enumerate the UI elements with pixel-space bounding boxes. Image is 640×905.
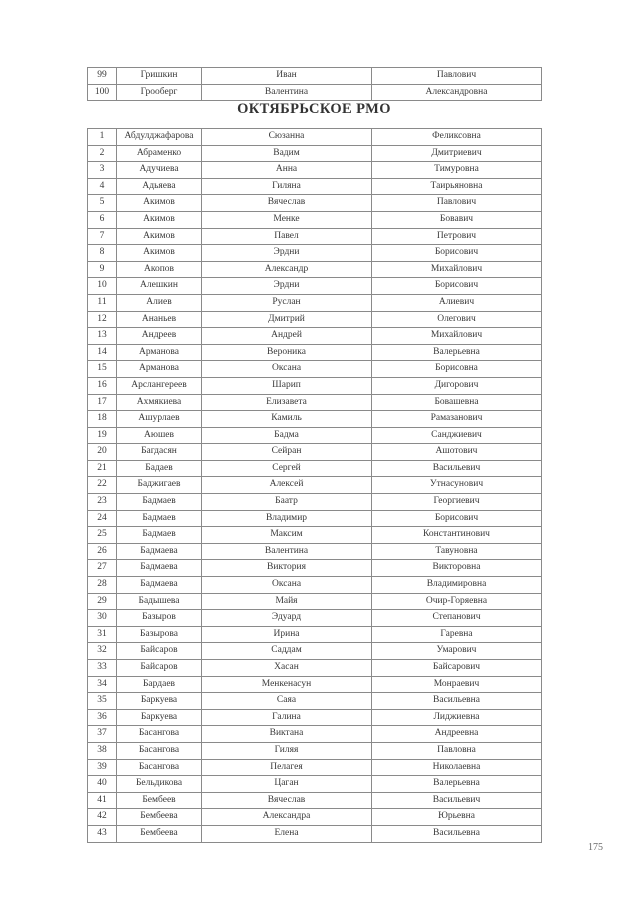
row-number-cell: 5 [88, 195, 117, 212]
patronymic-cell: Санджиевич [372, 427, 542, 444]
row-number-cell: 24 [88, 510, 117, 527]
table-row [88, 676, 542, 693]
patronymic-cell: Алиевич [372, 294, 542, 311]
row-number-cell: 40 [88, 776, 117, 793]
patronymic-cell: Валерьевна [372, 776, 542, 793]
patronymic-cell: Георгиевич [372, 494, 542, 511]
row-number-cell: 14 [88, 344, 117, 361]
section-title: ОКТЯБРЬСКОЕ РМО [237, 101, 391, 117]
first-name-cell: Валентина [202, 84, 372, 101]
last-name-cell: Андреев [117, 328, 202, 345]
patronymic-cell: Николаевна [372, 759, 542, 776]
table-row [88, 344, 542, 361]
table-row [88, 294, 542, 311]
patronymic-cell: Таирьяновна [372, 178, 542, 195]
row-number-cell: 26 [88, 543, 117, 560]
table-row [88, 660, 542, 677]
table-row [88, 328, 542, 345]
table-row [88, 742, 542, 759]
last-name-cell: Гришкин [117, 68, 202, 85]
patronymic-cell: Рамазанович [372, 411, 542, 428]
row-number-cell: 6 [88, 211, 117, 228]
table-row [88, 178, 542, 195]
first-name-cell: Виктана [202, 726, 372, 743]
last-name-cell: Бадаев [117, 460, 202, 477]
row-number-cell: 32 [88, 643, 117, 660]
table-row [88, 543, 542, 560]
first-name-cell: Менкенасун [202, 676, 372, 693]
last-name-cell: Бадышева [117, 593, 202, 610]
patronymic-cell: Феликсовна [372, 129, 542, 146]
table-row [88, 444, 542, 461]
table-row [88, 145, 542, 162]
first-name-cell: Сергей [202, 460, 372, 477]
first-name-cell: Ирина [202, 626, 372, 643]
table-row [88, 610, 542, 627]
patronymic-cell: Бовашевна [372, 394, 542, 411]
first-name-cell: Елизавета [202, 394, 372, 411]
table-row [88, 494, 542, 511]
patronymic-cell: Михайлович [372, 261, 542, 278]
patronymic-cell: Тимуровна [372, 162, 542, 179]
last-name-cell: Бардаев [117, 676, 202, 693]
first-name-cell: Андрей [202, 328, 372, 345]
patronymic-cell: Утнасунович [372, 477, 542, 494]
previous-section-rows [88, 68, 542, 101]
patronymic-cell: Петрович [372, 228, 542, 245]
row-number-cell: 100 [88, 84, 117, 101]
row-number-cell: 11 [88, 294, 117, 311]
last-name-cell: Арманова [117, 344, 202, 361]
row-number-cell: 13 [88, 328, 117, 345]
row-number-cell: 7 [88, 228, 117, 245]
last-name-cell: Ананьев [117, 311, 202, 328]
row-number-cell: 41 [88, 792, 117, 809]
table-row [88, 759, 542, 776]
last-name-cell: Байсаров [117, 660, 202, 677]
row-number-cell: 42 [88, 809, 117, 826]
row-number-cell: 2 [88, 145, 117, 162]
last-name-cell: Акимов [117, 195, 202, 212]
patronymic-cell: Дигорович [372, 377, 542, 394]
row-number-cell: 17 [88, 394, 117, 411]
last-name-cell: Басангова [117, 759, 202, 776]
patronymic-cell: Андреевна [372, 726, 542, 743]
first-name-cell: Вадим [202, 145, 372, 162]
first-name-cell: Гиляна [202, 178, 372, 195]
table-row [88, 809, 542, 826]
first-name-cell: Цаган [202, 776, 372, 793]
last-name-cell: Бадмаева [117, 543, 202, 560]
row-number-cell: 12 [88, 311, 117, 328]
row-number-cell: 25 [88, 527, 117, 544]
last-name-cell: Бембеев [117, 792, 202, 809]
first-name-cell: Эрдни [202, 245, 372, 262]
patronymic-cell: Очир-Горяевна [372, 593, 542, 610]
patronymic-cell: Байсарович [372, 660, 542, 677]
first-name-cell: Пелагея [202, 759, 372, 776]
last-name-cell: Базырова [117, 626, 202, 643]
table-row [88, 129, 542, 146]
last-name-cell: Акимов [117, 228, 202, 245]
table-row [88, 228, 542, 245]
last-name-cell: Грооберг [117, 84, 202, 101]
patronymic-cell: Борисович [372, 278, 542, 295]
table-row [88, 643, 542, 660]
row-number-cell: 15 [88, 361, 117, 378]
patronymic-cell: Гаревна [372, 626, 542, 643]
first-name-cell: Гиляя [202, 742, 372, 759]
first-name-cell: Александра [202, 809, 372, 826]
table-row [88, 195, 542, 212]
row-number-cell: 34 [88, 676, 117, 693]
oktyabrskoe-rmo-rows [88, 129, 542, 843]
row-number-cell: 99 [88, 68, 117, 85]
last-name-cell: Арманова [117, 361, 202, 378]
row-number-cell: 30 [88, 610, 117, 627]
row-number-cell: 4 [88, 178, 117, 195]
table-row [88, 560, 542, 577]
table-row [88, 361, 542, 378]
table-row [88, 693, 542, 710]
first-name-cell: Виктория [202, 560, 372, 577]
first-name-cell: Хасан [202, 660, 372, 677]
patronymic-cell: Павлович [372, 195, 542, 212]
first-name-cell: Максим [202, 527, 372, 544]
row-number-cell: 43 [88, 825, 117, 842]
first-name-cell: Камиль [202, 411, 372, 428]
first-name-cell: Саддам [202, 643, 372, 660]
last-name-cell: Абраменко [117, 145, 202, 162]
last-name-cell: Басангова [117, 742, 202, 759]
first-name-cell: Шарип [202, 377, 372, 394]
table-row [88, 577, 542, 594]
patronymic-cell: Бовавич [372, 211, 542, 228]
last-name-cell: Бельдикова [117, 776, 202, 793]
table-row [88, 510, 542, 527]
row-number-cell: 33 [88, 660, 117, 677]
last-name-cell: Бадмаев [117, 510, 202, 527]
row-number-cell: 21 [88, 460, 117, 477]
patronymic-cell: Монраевич [372, 676, 542, 693]
table-row [88, 709, 542, 726]
table-row [88, 527, 542, 544]
first-name-cell: Эрдни [202, 278, 372, 295]
last-name-cell: Бембеева [117, 825, 202, 842]
first-name-cell: Вячеслав [202, 792, 372, 809]
first-name-cell: Алексей [202, 477, 372, 494]
row-number-cell: 18 [88, 411, 117, 428]
last-name-cell: Алиев [117, 294, 202, 311]
patronymic-cell: Константинович [372, 527, 542, 544]
last-name-cell: Базыров [117, 610, 202, 627]
patronymic-cell: Юрьевна [372, 809, 542, 826]
first-name-cell: Оксана [202, 577, 372, 594]
row-number-cell: 37 [88, 726, 117, 743]
patronymic-cell: Александровна [372, 84, 542, 101]
first-name-cell: Павел [202, 228, 372, 245]
last-name-cell: Акимов [117, 211, 202, 228]
row-number-cell: 22 [88, 477, 117, 494]
first-name-cell: Галина [202, 709, 372, 726]
last-name-cell: Багдасян [117, 444, 202, 461]
first-name-cell: Сейран [202, 444, 372, 461]
table-row [88, 211, 542, 228]
last-name-cell: Баркуева [117, 709, 202, 726]
first-name-cell: Вероника [202, 344, 372, 361]
table-row [88, 394, 542, 411]
last-name-cell: Бадмаев [117, 527, 202, 544]
patronymic-cell: Олегович [372, 311, 542, 328]
table-row [88, 776, 542, 793]
patronymic-cell: Васильевич [372, 792, 542, 809]
last-name-cell: Акимов [117, 245, 202, 262]
row-number-cell: 23 [88, 494, 117, 511]
first-name-cell: Менке [202, 211, 372, 228]
table-row [88, 311, 542, 328]
first-name-cell: Вячеслав [202, 195, 372, 212]
row-number-cell: 9 [88, 261, 117, 278]
patronymic-cell: Павлович [372, 68, 542, 85]
table-row [88, 792, 542, 809]
patronymic-cell: Борисовна [372, 361, 542, 378]
first-name-cell: Сюзанна [202, 129, 372, 146]
table-row [88, 68, 542, 85]
row-number-cell: 36 [88, 709, 117, 726]
row-number-cell: 1 [88, 129, 117, 146]
first-name-cell: Саяа [202, 693, 372, 710]
page-number: 175 [588, 842, 603, 853]
patronymic-cell: Васильевна [372, 693, 542, 710]
table-row [88, 825, 542, 842]
first-name-cell: Оксана [202, 361, 372, 378]
patronymic-cell: Борисович [372, 245, 542, 262]
table-row [88, 278, 542, 295]
patronymic-cell: Умарович [372, 643, 542, 660]
patronymic-cell: Дмитриевич [372, 145, 542, 162]
patronymic-cell: Тавуновна [372, 543, 542, 560]
table-row [88, 626, 542, 643]
first-name-cell: Владимир [202, 510, 372, 527]
patronymic-cell: Борисович [372, 510, 542, 527]
last-name-cell: Акопов [117, 261, 202, 278]
last-name-cell: Ахмякиева [117, 394, 202, 411]
previous-section-table [87, 67, 542, 101]
row-number-cell: 16 [88, 377, 117, 394]
first-name-cell: Анна [202, 162, 372, 179]
row-number-cell: 8 [88, 245, 117, 262]
first-name-cell: Дмитрий [202, 311, 372, 328]
patronymic-cell: Владимировна [372, 577, 542, 594]
table-row [88, 377, 542, 394]
row-number-cell: 29 [88, 593, 117, 610]
table-row [88, 84, 542, 101]
last-name-cell: Аюшев [117, 427, 202, 444]
patronymic-cell: Викторовна [372, 560, 542, 577]
table-row [88, 261, 542, 278]
last-name-cell: Байсаров [117, 643, 202, 660]
last-name-cell: Баркуева [117, 693, 202, 710]
first-name-cell: Бадма [202, 427, 372, 444]
first-name-cell: Валентина [202, 543, 372, 560]
first-name-cell: Елена [202, 825, 372, 842]
last-name-cell: Бадмаева [117, 577, 202, 594]
table-row [88, 726, 542, 743]
last-name-cell: Бадмаева [117, 560, 202, 577]
patronymic-cell: Лиджиевна [372, 709, 542, 726]
row-number-cell: 31 [88, 626, 117, 643]
last-name-cell: Абдулджафарова [117, 129, 202, 146]
last-name-cell: Бембеева [117, 809, 202, 826]
row-number-cell: 27 [88, 560, 117, 577]
row-number-cell: 3 [88, 162, 117, 179]
row-number-cell: 35 [88, 693, 117, 710]
first-name-cell: Иван [202, 68, 372, 85]
table-row [88, 162, 542, 179]
last-name-cell: Басангова [117, 726, 202, 743]
last-name-cell: Адьяева [117, 178, 202, 195]
patronymic-cell: Валерьевна [372, 344, 542, 361]
last-name-cell: Ашурлаев [117, 411, 202, 428]
row-number-cell: 39 [88, 759, 117, 776]
first-name-cell: Майя [202, 593, 372, 610]
oktyabrskoe-rmo-table [87, 128, 542, 843]
patronymic-cell: Павловна [372, 742, 542, 759]
last-name-cell: Алешкин [117, 278, 202, 295]
last-name-cell: Адучиева [117, 162, 202, 179]
last-name-cell: Арслангереев [117, 377, 202, 394]
patronymic-cell: Михайлович [372, 328, 542, 345]
table-row [88, 245, 542, 262]
patronymic-cell: Ашотович [372, 444, 542, 461]
table-row [88, 477, 542, 494]
last-name-cell: Бадмаев [117, 494, 202, 511]
patronymic-cell: Васильевна [372, 825, 542, 842]
table-row [88, 460, 542, 477]
first-name-cell: Руслан [202, 294, 372, 311]
row-number-cell: 10 [88, 278, 117, 295]
last-name-cell: Баджигаев [117, 477, 202, 494]
first-name-cell: Эдуард [202, 610, 372, 627]
row-number-cell: 28 [88, 577, 117, 594]
patronymic-cell: Васильевич [372, 460, 542, 477]
row-number-cell: 20 [88, 444, 117, 461]
first-name-cell: Александр [202, 261, 372, 278]
row-number-cell: 38 [88, 742, 117, 759]
table-row [88, 411, 542, 428]
first-name-cell: Баатр [202, 494, 372, 511]
row-number-cell: 19 [88, 427, 117, 444]
patronymic-cell: Степанович [372, 610, 542, 627]
table-row [88, 427, 542, 444]
table-row [88, 593, 542, 610]
